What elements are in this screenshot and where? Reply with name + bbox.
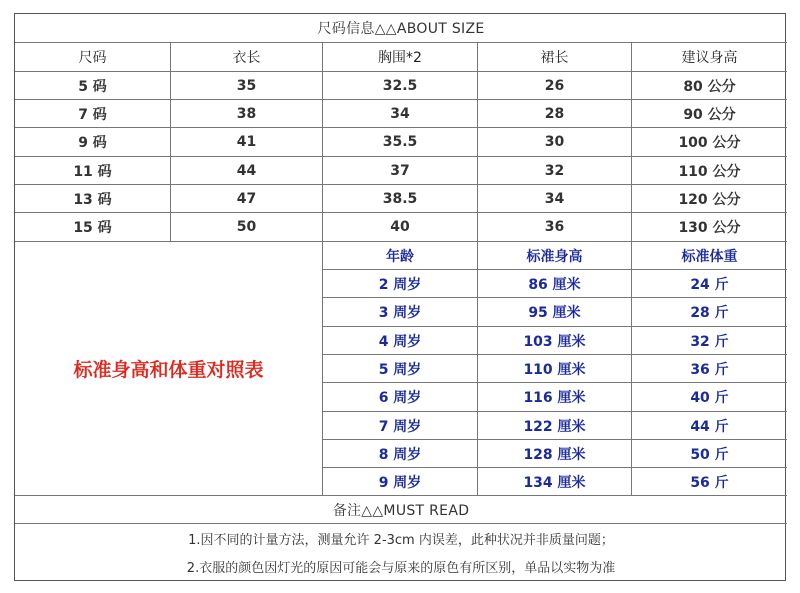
table-cell: 40: [390, 219, 410, 235]
table-cell: 120 公分: [678, 191, 741, 208]
table-cell: 38: [236, 105, 257, 122]
table-cell: 24 斤: [690, 276, 729, 293]
table-cell: 95 厘米: [528, 305, 581, 321]
header-length: 衣长: [232, 50, 261, 66]
table-cell: 40 斤: [690, 390, 729, 406]
table-cell: 37: [390, 162, 410, 179]
table-cell: 122 厘米: [523, 418, 586, 435]
header-standard-height: 标准身高: [526, 248, 583, 265]
table-cell: 36: [544, 219, 565, 235]
table-cell: 2 周岁: [378, 276, 422, 293]
table-cell: 5 周岁: [378, 361, 422, 378]
table-cell: 134 厘米: [523, 474, 586, 491]
table-cell: 11 码: [73, 163, 112, 180]
table-cell: 9 码: [78, 135, 107, 151]
table-cell: 32: [544, 162, 565, 179]
table-cell: 103 厘米: [523, 333, 586, 350]
header-chest: 胸围*2: [378, 50, 422, 66]
table-cell: 47: [236, 190, 257, 207]
table-cell: 6 周岁: [378, 390, 422, 406]
table-cell: 34: [544, 190, 565, 207]
notes-title: 备注△△MUST READ: [332, 502, 470, 519]
table-cell: 35: [236, 77, 257, 94]
table-cell: 5 码: [78, 78, 107, 95]
table-cell: 32.5: [382, 77, 418, 94]
table-cell: 7 码: [78, 106, 107, 123]
table-cell: 9 周岁: [378, 474, 422, 491]
table-cell: 130 公分: [678, 220, 741, 236]
table-cell: 7 周岁: [378, 418, 422, 435]
table-cell: 44 斤: [690, 418, 729, 435]
table-cell: 38.5: [382, 190, 418, 207]
table-cell: 15 码: [73, 220, 112, 236]
table-cell: 32 斤: [690, 333, 729, 350]
table-cell: 100 公分: [678, 135, 741, 151]
table-cell: 110 厘米: [523, 361, 586, 378]
table-cell: 26: [544, 77, 565, 94]
table-cell: 90 公分: [683, 106, 736, 123]
table-cell: 3 周岁: [378, 305, 422, 321]
table-cell: 80 公分: [683, 78, 736, 95]
table-cell: 28: [544, 105, 565, 122]
table-cell: 36 斤: [690, 361, 729, 378]
table-cell: 116 厘米: [523, 390, 586, 406]
table-cell: 30: [544, 134, 565, 150]
table-cell: 56 斤: [690, 474, 729, 491]
table-cell: 44: [236, 162, 257, 179]
header-skirt-length: 裙长: [540, 50, 569, 66]
header-size: 尺码: [78, 50, 107, 66]
table-cell: 4 周岁: [378, 333, 422, 350]
table-cell: 28 斤: [690, 305, 729, 321]
header-age: 年龄: [386, 248, 414, 265]
header-standard-weight: 标准体重: [681, 248, 738, 265]
header-suggested-height: 建议身高: [681, 50, 738, 66]
size-table-title: 尺码信息△△ABOUT SIZE: [317, 21, 485, 37]
table-cell: 8 周岁: [378, 446, 422, 463]
table-cell: 50: [236, 219, 257, 235]
note-item: 1.因不同的计量方法，测量允许 2-3cm 内误差，此种状况并非质量问题；: [188, 532, 614, 548]
table-cell: 128 厘米: [523, 446, 586, 463]
reference-table-label: 标准身高和体重对照表: [73, 359, 264, 381]
note-item: 2.衣服的颜色因灯光的原因可能会与原来的原色有所区别，单品以实物为准: [186, 561, 616, 576]
table-cell: 50 斤: [690, 446, 729, 463]
table-cell: 34: [390, 105, 410, 122]
table-cell: 35.5: [382, 134, 418, 150]
size-chart-sheet: [14, 13, 786, 581]
table-cell: 41: [236, 134, 257, 150]
table-cell: 86 厘米: [528, 276, 581, 293]
table-cell: 13 码: [73, 191, 112, 208]
table-cell: 110 公分: [678, 163, 741, 180]
